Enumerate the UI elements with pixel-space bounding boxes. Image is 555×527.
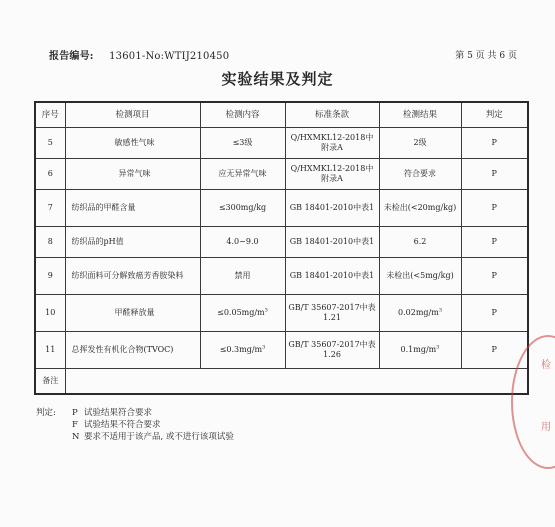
- cell-content: 应无异常气味: [200, 159, 285, 190]
- cell-verdict: P: [461, 128, 528, 159]
- table-row: [35, 190, 528, 227]
- cell-standard: GB 18401-2010中表1: [285, 258, 379, 295]
- report-number-label: 报告编号:: [49, 51, 94, 62]
- report-number-header: [49, 47, 229, 62]
- cell-result: [379, 332, 461, 369]
- cell-verdict: P: [461, 332, 528, 369]
- cell-verdict: P: [461, 159, 528, 190]
- cell-content: [200, 295, 285, 332]
- cell-content: [200, 332, 285, 369]
- table-row: [35, 227, 528, 258]
- table-row: [35, 128, 528, 159]
- content-text: ≤0.05mg/m: [217, 308, 265, 317]
- column-header-result: 检测结果: [379, 102, 461, 128]
- legend-text: 要求不适用于该产品, 或不进行该项试验: [84, 432, 234, 442]
- table-row: [35, 159, 528, 190]
- cell-result: 6.2: [379, 227, 461, 258]
- content-text: ≤0.3mg/m: [219, 345, 263, 354]
- legend-row: [36, 431, 234, 443]
- cell-no: 7: [35, 190, 65, 227]
- result-text: 0.1mg/m: [400, 345, 437, 354]
- cell-item: 纺织品的甲醛含量: [65, 190, 200, 227]
- legend-text: 试验结果不符合要求: [84, 420, 161, 430]
- cell-item: 纺织品的pH值: [65, 227, 200, 258]
- cell-standard: GB/T 35607-2017中表1.26: [285, 332, 379, 369]
- cell-no: 6: [35, 159, 65, 190]
- remarks-value: [65, 369, 528, 395]
- cell-standard: Q/HXMKL12-2018中附录A: [285, 159, 379, 190]
- cell-content: ≤300mg/kg: [200, 190, 285, 227]
- legend-label-text: 判定: [36, 408, 54, 418]
- cell-result: 未检出(<20mg/kg): [379, 190, 461, 227]
- legend-label: 判定:: [36, 408, 56, 418]
- remarks-label: 备注: [35, 369, 65, 395]
- cell-standard: GB/T 35607-2017中表1.21: [285, 295, 379, 332]
- cell-result: 符合要求: [379, 159, 461, 190]
- legend-row: [36, 407, 234, 419]
- table-row: [35, 295, 528, 332]
- cell-standard: GB 18401-2010中表1: [285, 190, 379, 227]
- cell-standard: Q/HXMKL12-2018中附录A: [285, 128, 379, 159]
- cell-result: 未检出(<5mg/kg): [379, 258, 461, 295]
- legend-code: N: [72, 432, 80, 442]
- table-row: [35, 258, 528, 295]
- cell-no: 5: [35, 128, 65, 159]
- cell-no: 8: [35, 227, 65, 258]
- cell-content: ≤3级: [200, 128, 285, 159]
- legend-text: 试验结果符合要求: [84, 408, 153, 418]
- page-title: 实验结果及判定: [221, 70, 334, 88]
- column-header-item: 检测项目: [65, 102, 200, 128]
- cell-item: 甲醛释放量: [65, 295, 200, 332]
- stamp-char-top: 检: [541, 360, 551, 371]
- result-sup: 3: [436, 344, 440, 351]
- legend-code: P: [72, 408, 78, 418]
- cell-item: 异常气味: [65, 159, 200, 190]
- cell-no: 11: [35, 332, 65, 369]
- cell-result: 2级: [379, 128, 461, 159]
- cell-content: 禁用: [200, 258, 285, 295]
- cell-standard: GB 18401-2010中表1: [285, 227, 379, 258]
- cell-result: [379, 295, 461, 332]
- report-number-value: 13601-No:WTIJ210450: [109, 51, 230, 62]
- result-sup: 3: [438, 307, 442, 314]
- column-header-verdict: 判定: [461, 102, 528, 128]
- column-header-standard: 标准条款: [285, 102, 379, 128]
- page-info: 第 5 页 共 6 页: [455, 51, 517, 61]
- content-sup: 3: [262, 344, 266, 351]
- content-sup: 3: [264, 307, 268, 314]
- cell-no: 10: [35, 295, 65, 332]
- column-header-content: 检测内容: [200, 102, 285, 128]
- result-text: 0.02mg/m: [398, 308, 439, 317]
- legend-row: [36, 419, 234, 431]
- remarks-row: [35, 369, 528, 395]
- cell-item: 敏感性气味: [65, 128, 200, 159]
- stamp-char-bottom: 用: [541, 422, 551, 433]
- cell-verdict: P: [461, 227, 528, 258]
- cell-item: 总挥发性有机化合物(TVOC): [65, 332, 200, 369]
- table-row: [35, 332, 528, 369]
- results-table: [34, 101, 529, 395]
- legend-code: F: [72, 420, 78, 430]
- cell-verdict: P: [461, 258, 528, 295]
- cell-verdict: P: [461, 295, 528, 332]
- cell-no: 9: [35, 258, 65, 295]
- cell-item: 纺织面料可分解致癌芳香胺染料: [65, 258, 200, 295]
- verdict-legend: [36, 407, 234, 443]
- column-header-no: 序号: [35, 102, 65, 128]
- cell-content: 4.0~9.0: [200, 227, 285, 258]
- cell-verdict: P: [461, 190, 528, 227]
- table-header-row: [35, 102, 528, 128]
